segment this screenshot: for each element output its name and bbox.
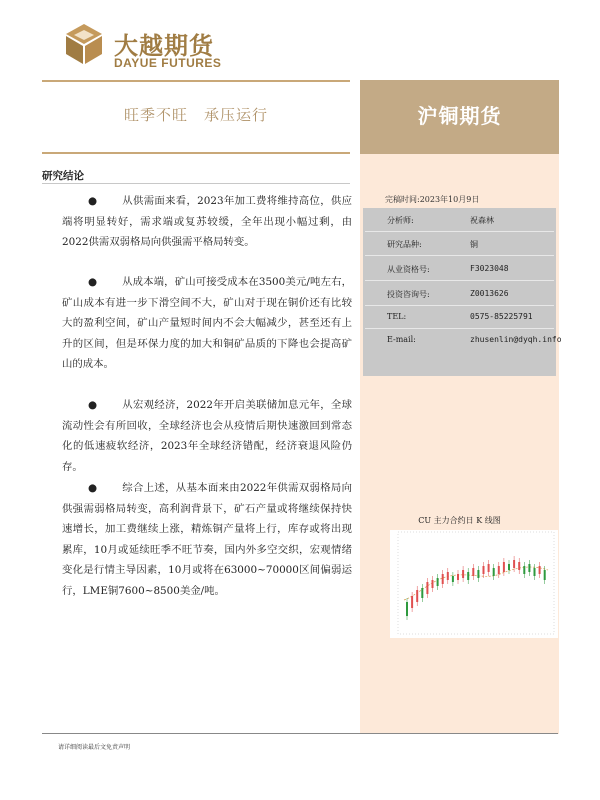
candle-body xyxy=(421,588,423,598)
section-rule xyxy=(42,183,350,184)
candle-body xyxy=(493,568,495,576)
info-divider xyxy=(365,305,554,306)
company-logo xyxy=(62,22,252,74)
info-label-email: E-mail: xyxy=(387,335,416,344)
candle-body xyxy=(437,578,439,586)
info-label-tel: TEL: xyxy=(387,312,407,321)
info-value-email[interactable]: zhusenlin@dyqh.info xyxy=(470,335,562,344)
paragraph-text: 从宏观经济，2022年开启美联储加息元年，全球流动性会有所回收，全球经济也会从疫情后期快速激回到常态化的低速疲软经济，2023年全球经济错配，经济衰退风险仍存。 xyxy=(62,399,352,473)
candle-body xyxy=(518,562,520,570)
bullet-icon: ● xyxy=(88,482,98,494)
title-rule-top xyxy=(42,80,350,82)
info-value-tel: 0575-85225791 xyxy=(470,312,533,321)
info-value-consulting: Z0013626 xyxy=(470,289,509,298)
info-value-analyst: 祝森林 xyxy=(470,216,494,225)
candle-body xyxy=(503,562,505,572)
candle-body xyxy=(523,566,525,574)
candle-body xyxy=(442,574,444,584)
candle-body xyxy=(528,564,530,572)
candle-body xyxy=(462,570,464,578)
dayue-cube-logo-icon xyxy=(62,22,106,66)
candle-body xyxy=(411,596,413,608)
candle-body xyxy=(539,566,541,574)
bullet-icon: ● xyxy=(88,399,98,411)
info-value-product: 铜 xyxy=(470,240,478,249)
candlestick-chart-image xyxy=(390,530,558,638)
bullet-icon: ● xyxy=(88,276,98,288)
conclusion-paragraph xyxy=(62,272,352,375)
report-title: 沪铜期货 xyxy=(417,104,502,128)
candle-body xyxy=(513,560,515,568)
candle-body xyxy=(488,564,490,572)
candle-body xyxy=(508,564,510,570)
candle-body xyxy=(416,590,418,602)
bullet-icon: ● xyxy=(88,195,98,207)
info-label-qualification: 从业资格号: xyxy=(387,265,430,274)
candle-body xyxy=(426,582,428,594)
paragraph-text: 综合上述，从基本面来由2022年供需双弱格局向供强需弱格局转变，高利润背景下，矿石产量或将继续保持快速增长，加工费继续上涨，精炼铜产量将上行，库存或将出现累库，10月或延续旺季不旺节奏，国内外多空交织，宏观情绪变化是行情主导因素，10月或将在63000~70000区间偏弱运行，LME铜7600~8500美金/吨。 xyxy=(62,482,352,597)
chart-title: CU 主力合约日 K 线图 xyxy=(418,516,501,525)
footer-rule xyxy=(42,733,558,734)
chart-frame xyxy=(398,532,554,634)
conclusion-paragraph xyxy=(62,478,352,601)
candle-body xyxy=(406,602,408,616)
candle-body xyxy=(483,566,485,574)
conclusion-paragraph xyxy=(62,395,352,477)
paragraph-text: 从供需面来看，2023年加工费将维持高位，供应端将明显转好，需求端或复苏较缓，全年出现小幅过剩，由2022供需双弱格局向供强需平格局转变。 xyxy=(62,195,352,248)
candle-body xyxy=(432,580,434,588)
candle-body xyxy=(457,574,459,580)
info-label-analyst: 分析师: xyxy=(387,216,414,225)
moving-average-line xyxy=(404,567,548,600)
candle-body xyxy=(452,576,454,582)
candlestick-chart-svg xyxy=(390,530,558,638)
info-divider xyxy=(365,231,554,232)
title-rule-bottom xyxy=(42,152,350,154)
candle-body xyxy=(534,568,536,576)
logo-name-en: DAYUE FUTURES xyxy=(114,56,222,70)
candle-body xyxy=(467,572,469,580)
info-label-product: 研究品种: xyxy=(387,240,422,249)
report-subtitle: 旺季不旺 承压运行 xyxy=(123,106,268,124)
section-heading: 研究结论 xyxy=(42,170,84,182)
candle-body xyxy=(498,566,500,574)
info-value-qualification: F3023048 xyxy=(470,264,509,273)
info-label-consulting: 投资咨询号: xyxy=(387,290,430,299)
info-divider xyxy=(365,255,554,256)
candle-body xyxy=(477,570,479,578)
footer-disclaimer: 请详细阅读最后文免责声明 xyxy=(58,744,131,751)
candle-body xyxy=(472,568,474,576)
conclusion-paragraph xyxy=(62,191,352,253)
info-divider xyxy=(365,280,554,281)
logo-name-cn: 大越期货 xyxy=(114,32,214,60)
candle-body xyxy=(544,570,546,580)
info-divider xyxy=(365,328,554,329)
candle-body xyxy=(447,572,449,580)
paragraph-text: 从成本端，矿山可接受成本在3500美元/吨左右，矿山成本有进一步下滑空间不大，矿山对于现在铜价还有比较大的盈利空间，矿山产量短时间内不会大幅减少，甚至还有上升的区间，但是环保力度的加大和铜矿品质的下降也会提高矿山的成本。 xyxy=(62,276,352,370)
completion-date: 完稿时间:2023年10月9日 xyxy=(385,195,480,204)
